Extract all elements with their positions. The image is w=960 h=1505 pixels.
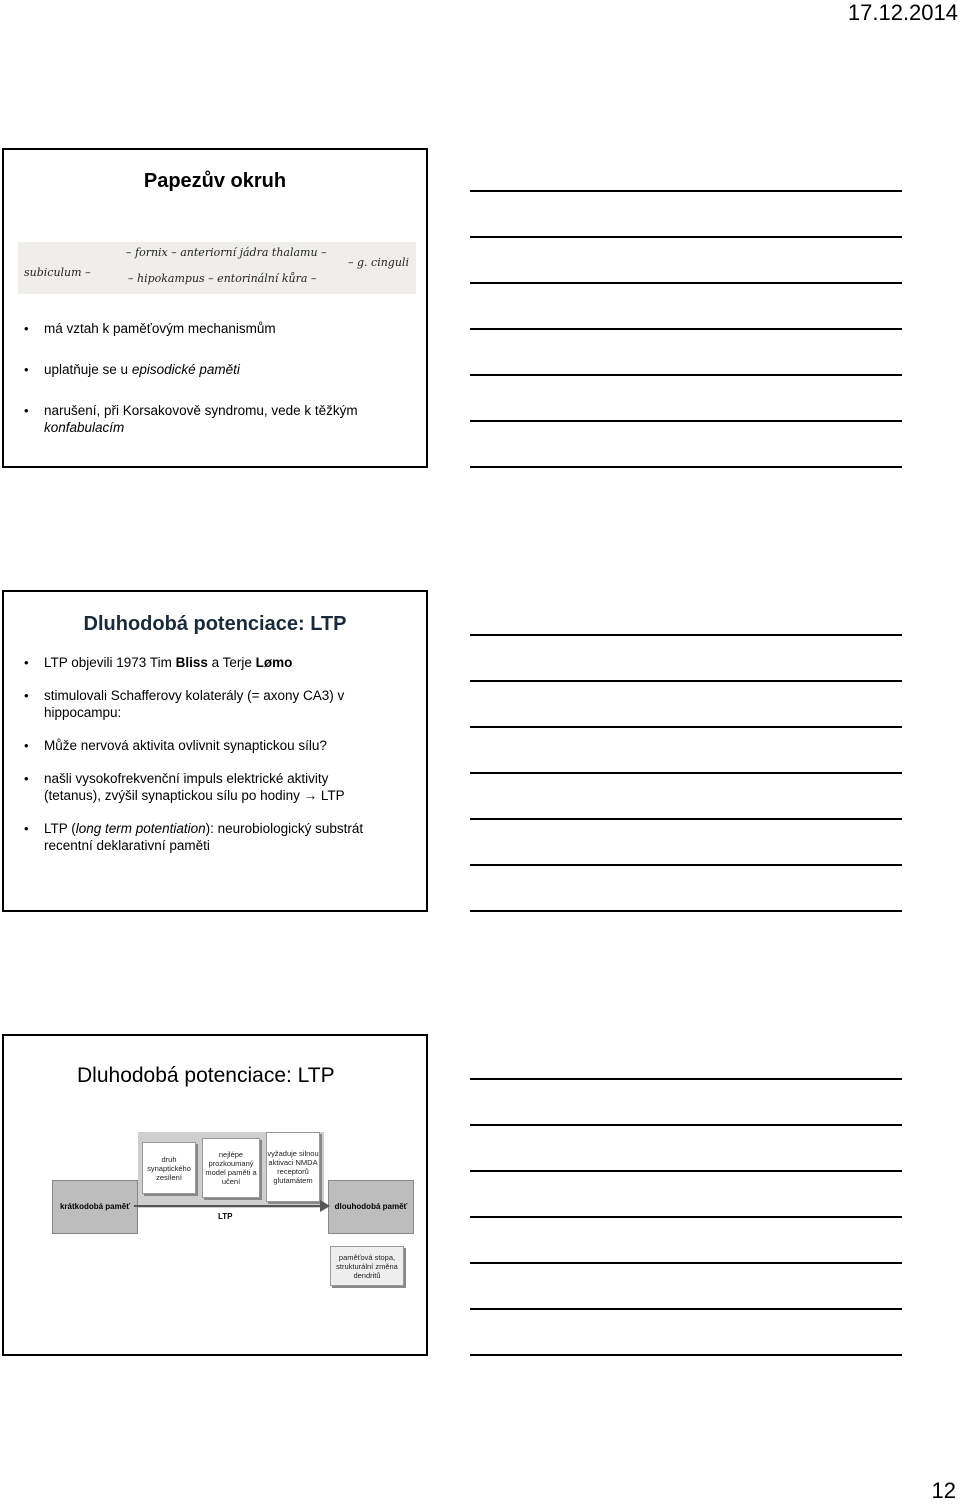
label-fornix: – fornix – anteriorní jádra thalamu –: [126, 246, 327, 259]
diagram-box-trace: paměťová stopa, strukturální změna dendritů: [330, 1246, 404, 1286]
slide-ltp-2: [2, 1034, 428, 1356]
list-item: • našli vysokofrekvenční impuls elektrické aktivity (tetanus), zvýšil synaptickou sílu po hodiny → LTP: [4, 770, 426, 804]
label-hipokampus: – hipokampus – entorinální kůra –: [128, 272, 317, 285]
list-item: • má vztah k paměťovým mechanismům: [4, 320, 426, 337]
list-item: • narušení, při Korsakovově syndromu, vede k těžkým konfabulacím: [4, 402, 426, 436]
page-number: 12: [931, 1478, 956, 1503]
list-item: • Může nervová aktivita ovlivnit synaptickou sílu?: [4, 737, 426, 754]
slide-papez: [2, 148, 428, 468]
list-item: • LTP (long term potentiation): neurobiologický substrát recentní deklarativní paměti: [4, 820, 426, 854]
diagram-box-nmda: vyžaduje silnou aktivaci NMDA receptorů glutamátem: [266, 1132, 320, 1202]
diagram-arrow-label: LTP: [218, 1212, 233, 1221]
list-item: • LTP objevili 1973 Tim Bliss a Terje Lømo: [4, 654, 426, 671]
diagram-short-term: krátkodobá paměť: [52, 1180, 138, 1234]
slide-title: Dluhodobá potenciace: LTP: [77, 1064, 335, 1087]
bullet-list: [4, 320, 426, 436]
list-item: • uplatňuje se u episodické paměti: [4, 361, 426, 378]
slide-title: Dluhodobá potenciace: LTP: [83, 613, 347, 635]
diagram-box-model: nejlépe prozkoumaný model paměti a učení: [202, 1138, 260, 1198]
ltp-diagram: [52, 1132, 412, 1292]
bullet-list: [4, 654, 426, 854]
diagram-long-term: dlouhodobá paměť: [328, 1180, 414, 1234]
date-header: 17.12.2014: [847, 0, 958, 25]
label-subiculum: subiculum –: [24, 266, 91, 279]
slide-ltp-1: [2, 590, 428, 912]
label-cinguli: – g. cinguli: [348, 256, 409, 269]
list-item: • stimulovali Schafferovy kolaterály (= axony CA3) v hippocampu:: [4, 687, 426, 721]
handwritten-diagram-image: [18, 242, 416, 294]
diagram-box-type: druh synaptického zesílení: [142, 1142, 196, 1194]
slide-title: Papezův okruh: [143, 170, 287, 192]
